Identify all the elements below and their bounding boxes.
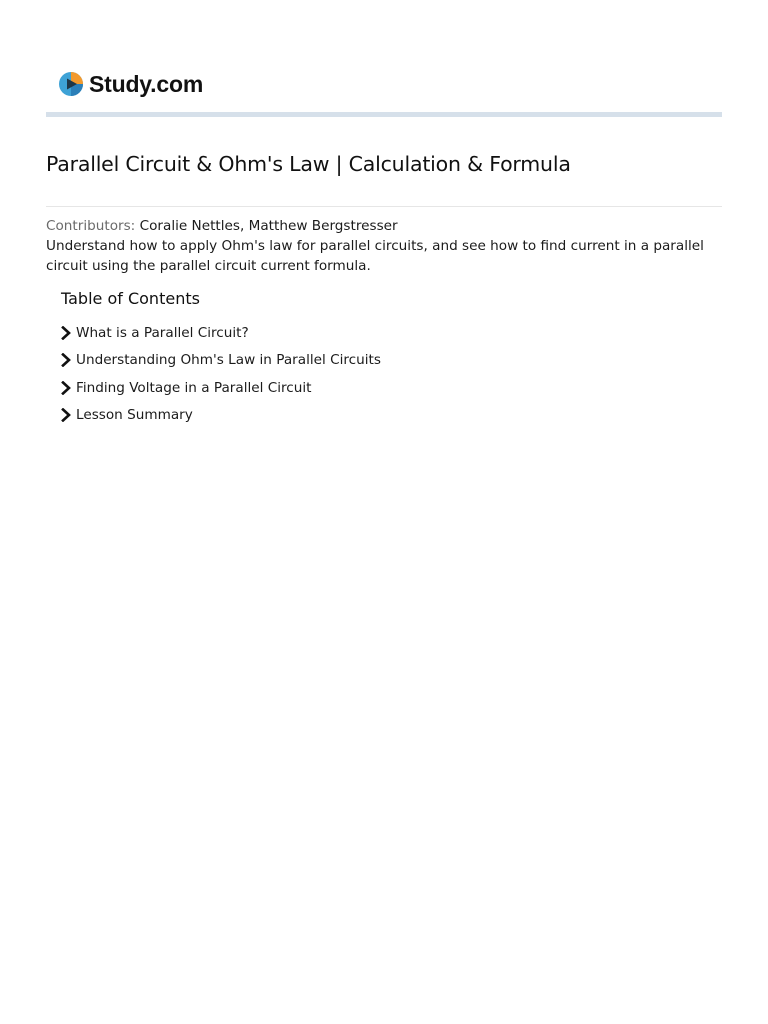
- toc-item-label[interactable]: Finding Voltage in a Parallel Circuit: [76, 379, 312, 396]
- chevron-right-icon: [61, 326, 71, 340]
- site-header: [58, 68, 203, 100]
- toc-title: Table of Contents: [61, 289, 200, 308]
- table-of-contents: [61, 288, 661, 429]
- toc-item-label[interactable]: Understanding Ohm's Law in Parallel Circuits: [76, 352, 381, 369]
- toc-list: [61, 319, 661, 429]
- article-description: Understand how to apply Ohm's law for parallel circuits, and see how to find current in a parallel circuit using the parallel circuit current formula.: [46, 238, 704, 274]
- toc-item-lesson-summary[interactable]: [61, 402, 661, 430]
- chevron-right-icon: [61, 408, 71, 422]
- site-logo-text[interactable]: Study.com: [89, 70, 204, 97]
- toc-item-label[interactable]: Lesson Summary: [76, 407, 193, 424]
- chevron-right-icon: [61, 381, 71, 395]
- toc-item-what-is-parallel-circuit[interactable]: [61, 319, 661, 347]
- chevron-right-icon: [61, 353, 71, 367]
- toc-item-finding-voltage[interactable]: [61, 374, 661, 402]
- contributors-line: [46, 217, 398, 236]
- page-title: Parallel Circuit & Ohm's Law | Calculation & Formula: [46, 152, 571, 176]
- study-logo-icon[interactable]: [58, 71, 84, 97]
- contributors-label: Contributors:: [46, 218, 136, 234]
- contributors-names: Coralie Nettles, Matthew Bergstresser: [139, 218, 398, 234]
- header-divider: [46, 112, 722, 117]
- toc-item-ohms-law-parallel[interactable]: [61, 347, 661, 375]
- toc-item-label[interactable]: What is a Parallel Circuit?: [76, 324, 249, 341]
- title-divider: [46, 206, 722, 207]
